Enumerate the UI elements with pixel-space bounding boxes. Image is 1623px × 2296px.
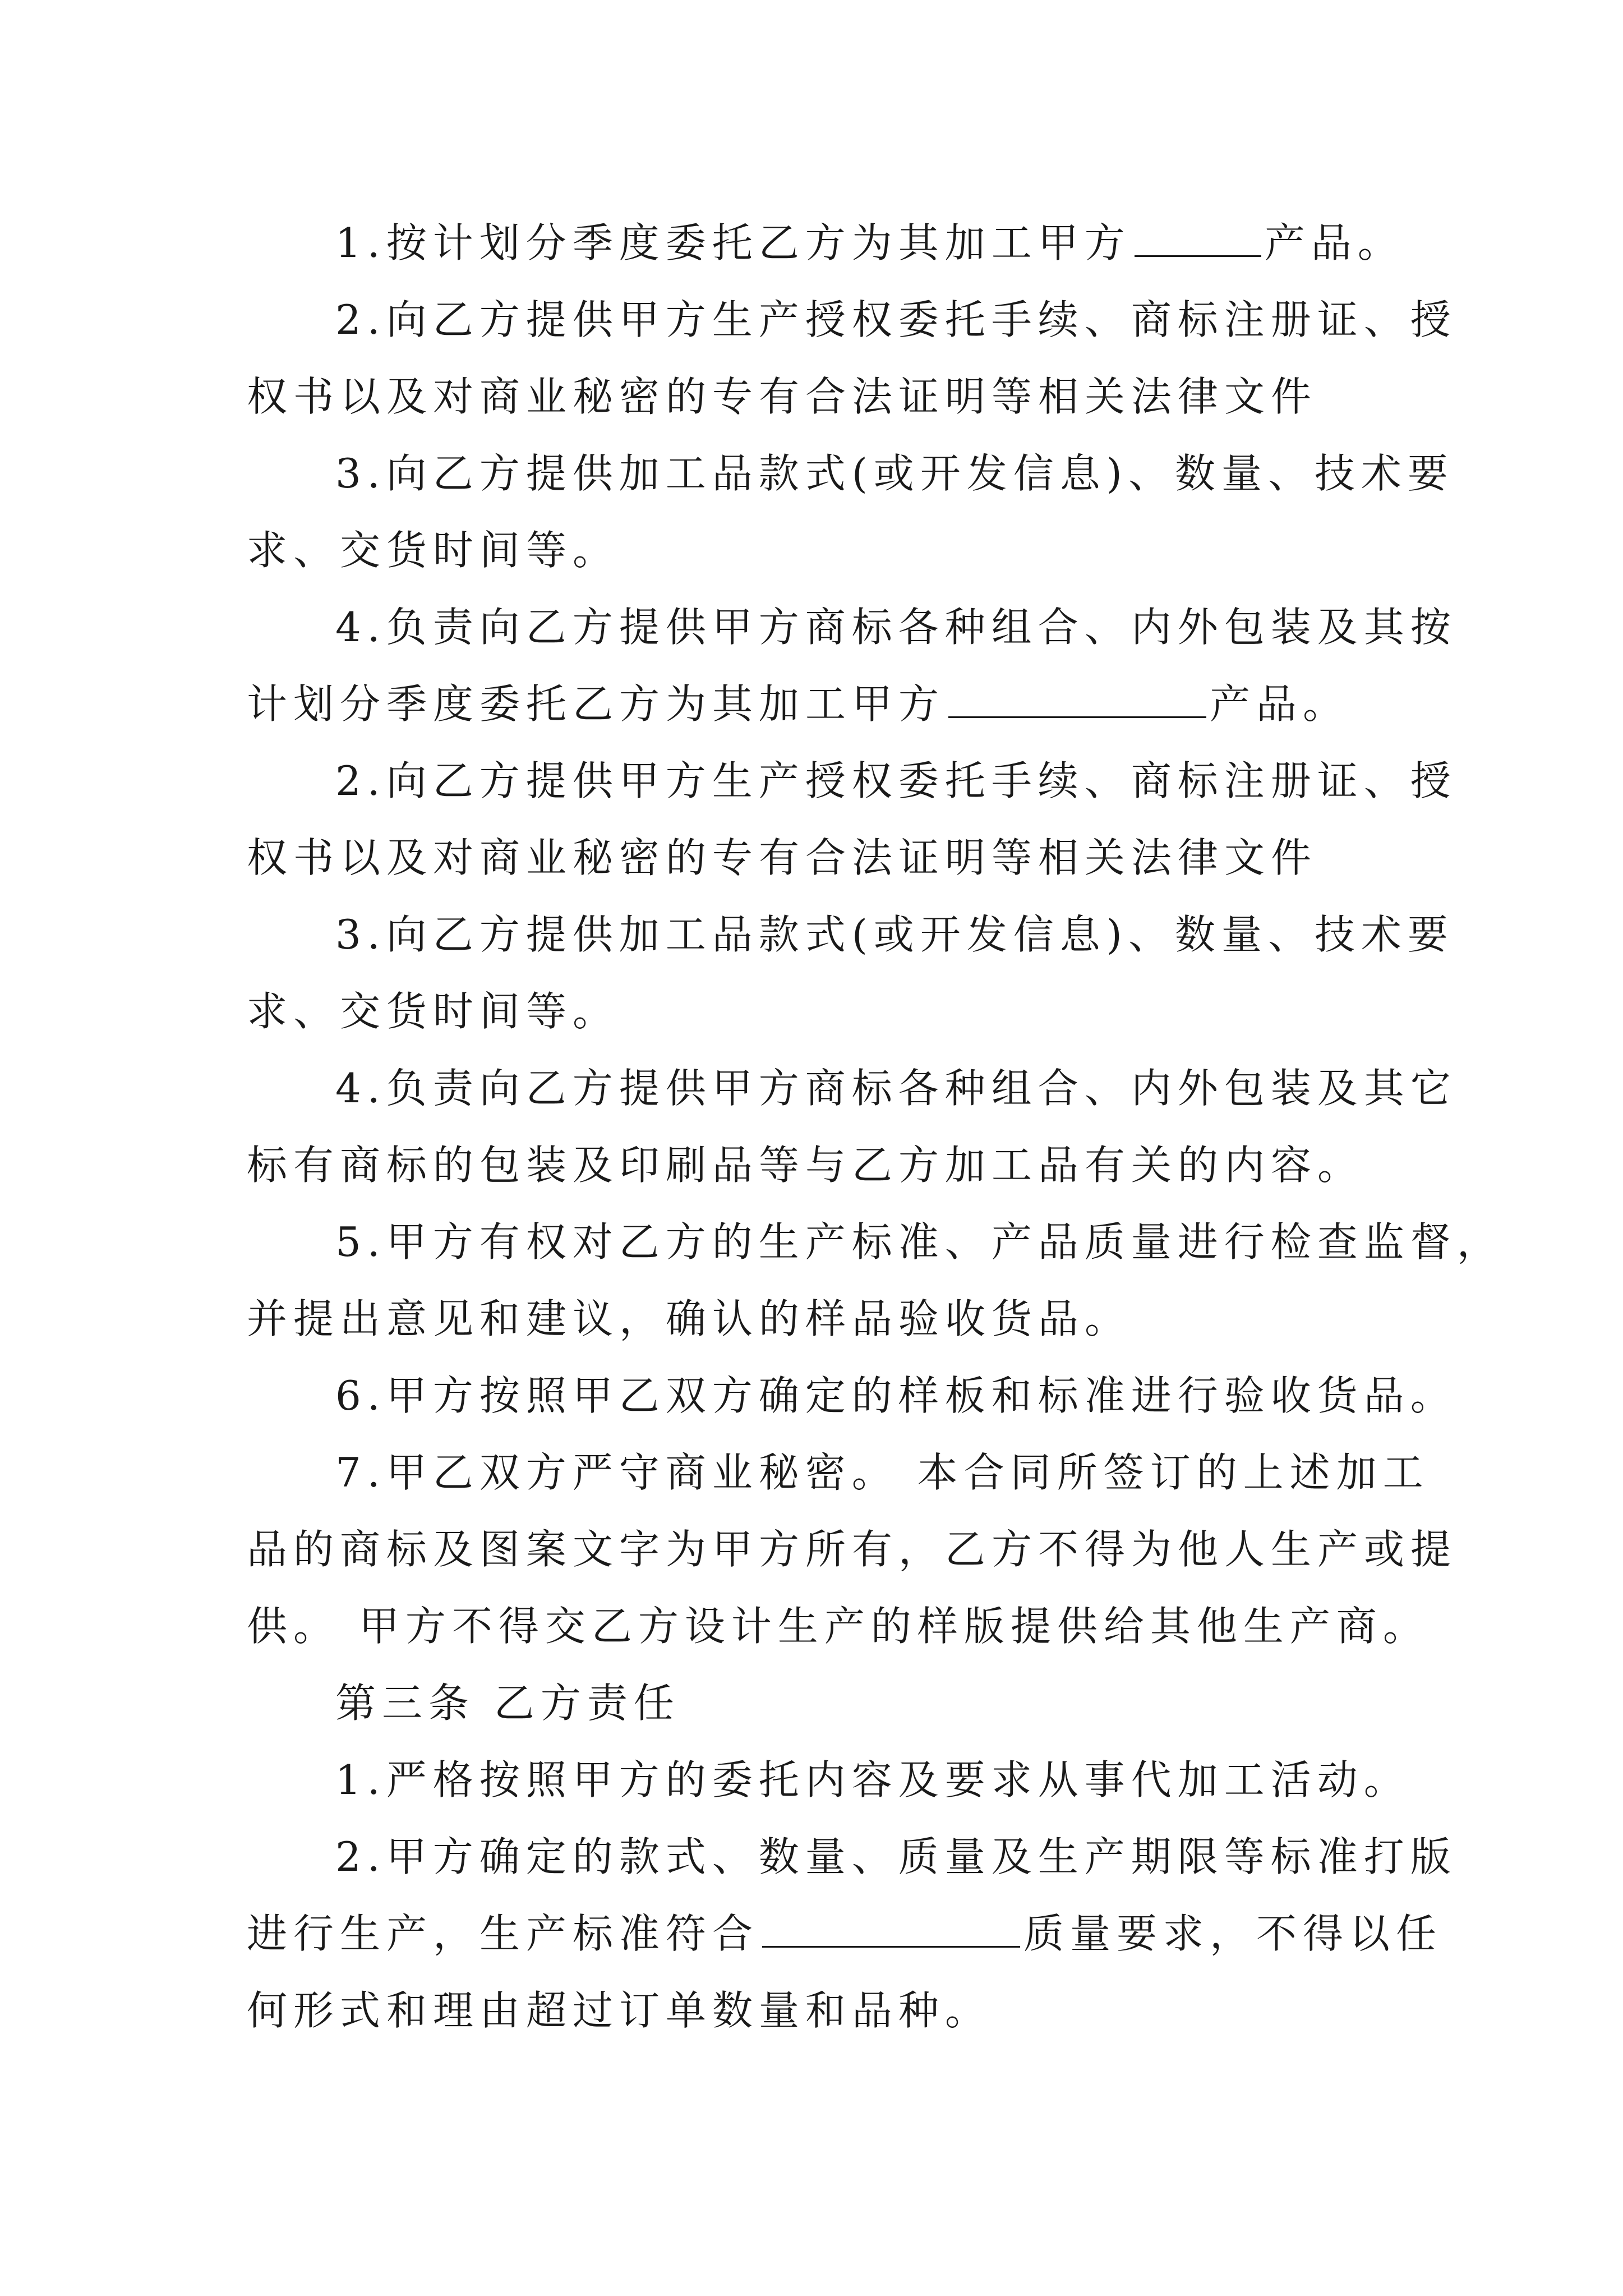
text-line: 求、交货时间等。 bbox=[247, 527, 620, 574]
text-line bbox=[335, 218, 1404, 268]
fill-in-blank bbox=[1135, 220, 1261, 257]
text-line: 4.负责向乙方提供甲方商标各种组合、内外包装及其按 bbox=[335, 604, 1457, 651]
text-line: 7.甲乙双方严守商业秘密。 本合同所签订的上述加工 bbox=[335, 1449, 1430, 1496]
text-line: 5.甲方有权对乙方的生产标准、产品质量进行检查监督， bbox=[335, 1218, 1504, 1266]
text-line: 4.负责向乙方提供甲方商标各种组合、内外包装及其它 bbox=[335, 1065, 1457, 1112]
fill-in-blank bbox=[762, 1911, 1020, 1948]
line-text: 计划分季度委托乙方为其加工甲方 bbox=[247, 680, 946, 728]
text-line: 标有商标的包装及印刷品等与乙方加工品有关的内容。 bbox=[247, 1142, 1364, 1189]
text-line: 权书以及对商业秘密的专有合法证明等相关法律文件 bbox=[247, 373, 1318, 420]
text-line: 2.甲方确定的款式、数量、质量及生产期限等标准打版 bbox=[335, 1833, 1457, 1880]
section-heading: 第三条 乙方责任 bbox=[335, 1680, 680, 1727]
line-text: 产品。 bbox=[1264, 219, 1404, 266]
line-text: 进行生产，生产标准符合 bbox=[247, 1910, 759, 1957]
line-text: 质量要求，不得以任 bbox=[1023, 1910, 1443, 1957]
text-line: 2.向乙方提供甲方生产授权委托手续、商标注册证、授 bbox=[335, 296, 1457, 343]
text-line: 1.严格按照甲方的委托内容及要求从事代加工活动。 bbox=[335, 1756, 1410, 1803]
text-line: 权书以及对商业秘密的专有合法证明等相关法律文件 bbox=[247, 834, 1318, 881]
text-line bbox=[247, 1908, 1442, 1959]
text-line: 何形式和理由超过订单数量和品种。 bbox=[247, 1987, 992, 2034]
text-line: 6.甲方按照甲乙双方确定的样板和标准进行验收货品。 bbox=[335, 1372, 1457, 1419]
text-line: 3.向乙方提供加工品款式(或开发信息)、数量、技术要 bbox=[335, 450, 1454, 497]
text-line: 3.向乙方提供加工品款式(或开发信息)、数量、技术要 bbox=[335, 911, 1454, 958]
text-line: 求、交货时间等。 bbox=[247, 988, 620, 1035]
fill-in-blank bbox=[948, 682, 1206, 718]
text-line: 品的商标及图案文字为甲方所有，乙方不得为他人生产或提 bbox=[247, 1526, 1458, 1573]
text-line: 并提出意见和建议，确认的样品验收货品。 bbox=[247, 1295, 1132, 1342]
text-line bbox=[247, 679, 1349, 729]
text-line: 2.向乙方提供甲方生产授权委托手续、商标注册证、授 bbox=[335, 757, 1457, 804]
line-text: 1.按计划分季度委托乙方为其加工甲方 bbox=[335, 219, 1131, 266]
line-text: 产品。 bbox=[1210, 680, 1350, 728]
text-line: 供。 甲方不得交乙方设计生产的样版提供给其他生产商。 bbox=[247, 1603, 1430, 1650]
